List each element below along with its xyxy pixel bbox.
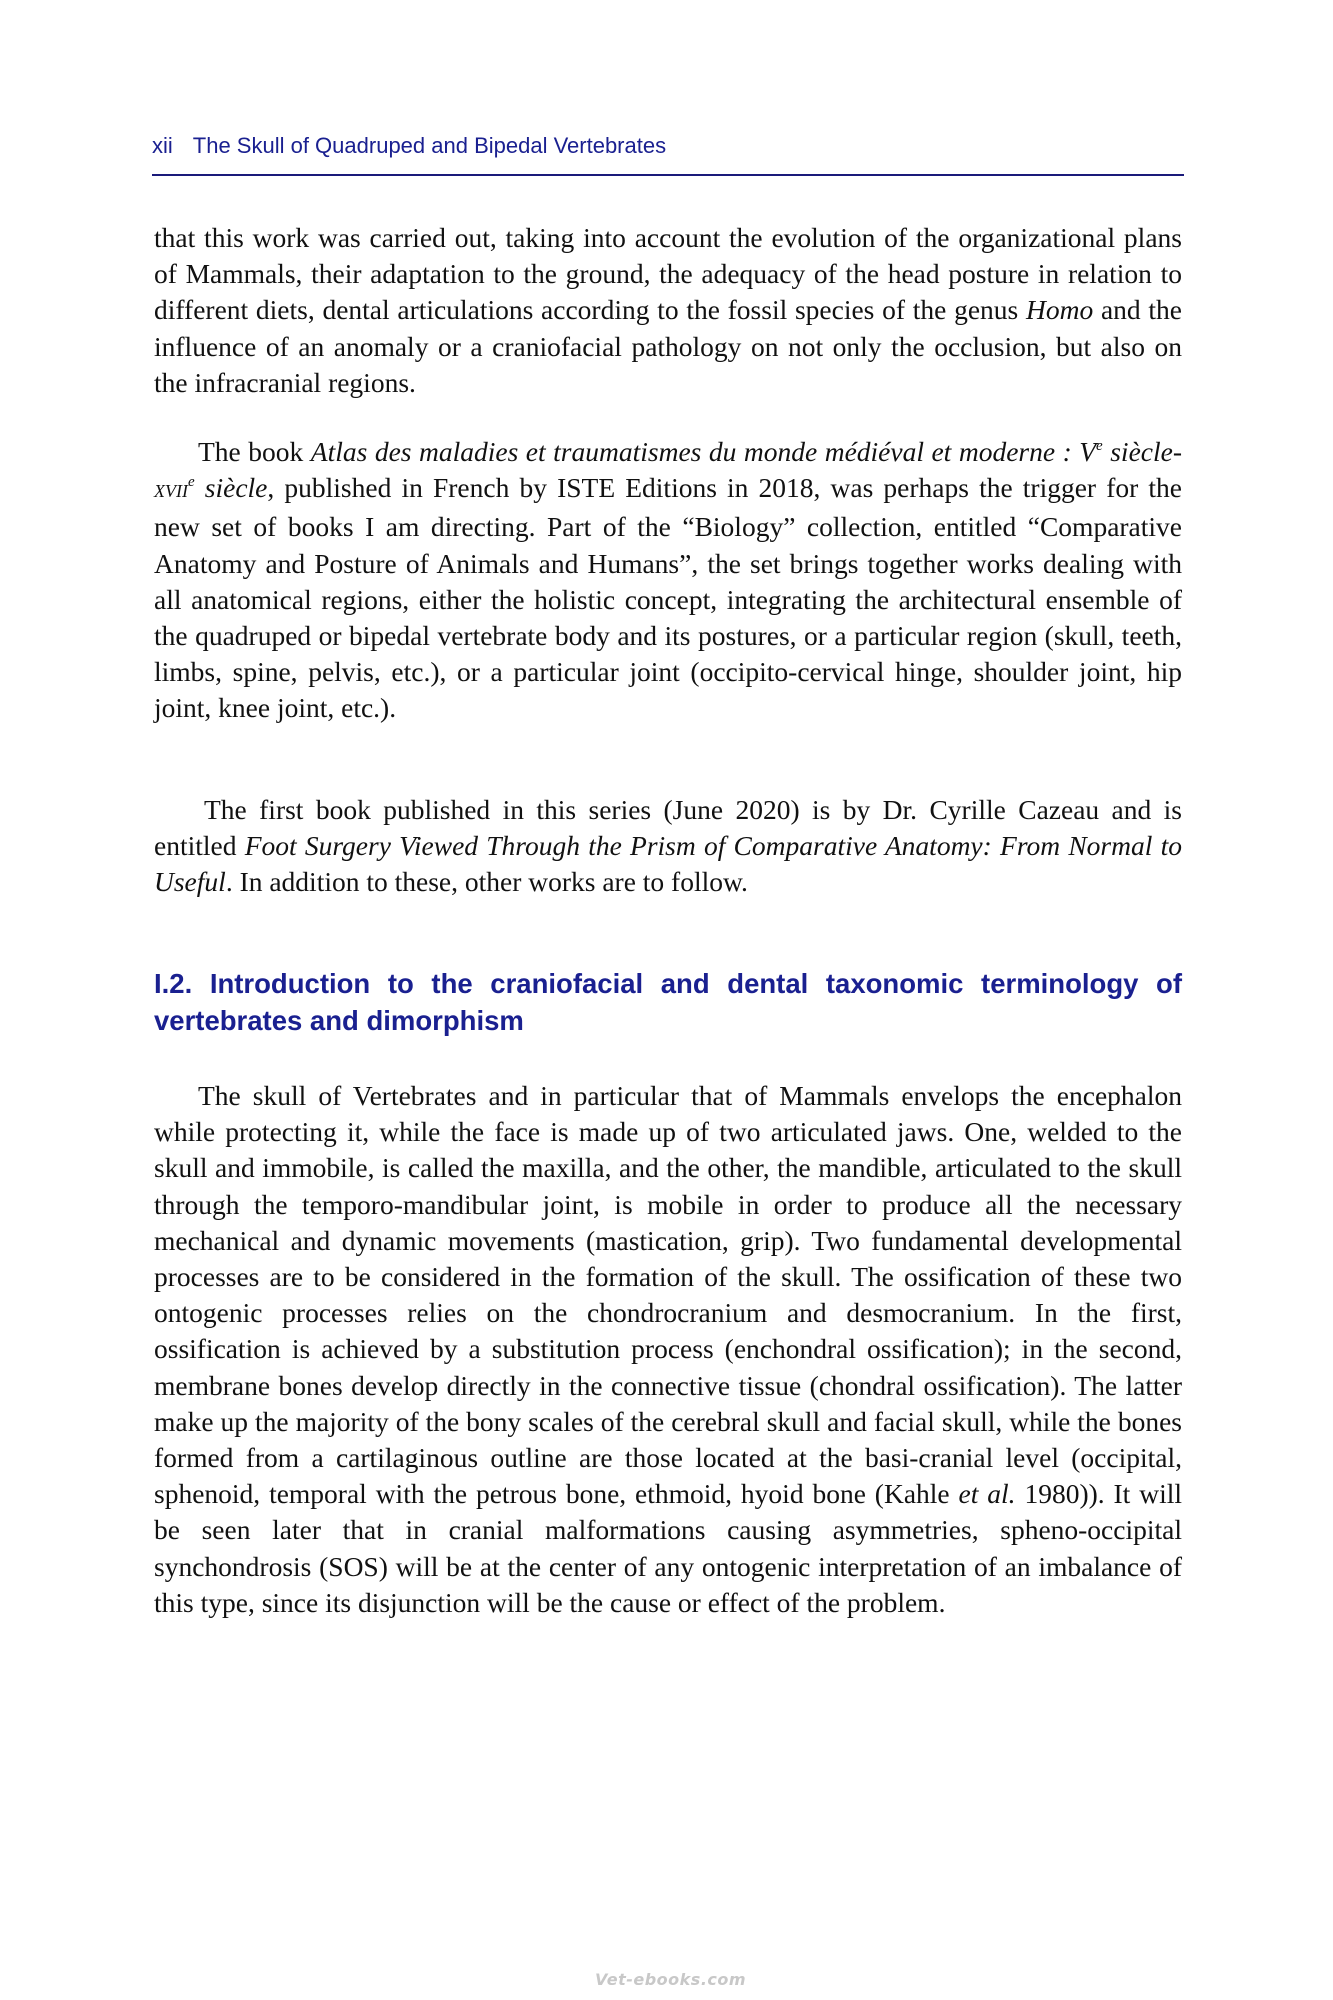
running-title: The Skull of Quadruped and Bipedal Vertebrates [192,133,667,158]
watermark: Vet-ebooks.com [595,1970,747,1989]
section-heading: I.2. Introduction to the craniofacial and dental taxonomic terminology of vertebrates and dimorphism [154,968,1182,1036]
paragraph-4-italic-etal: et al. [958,1478,1016,1510]
paragraph-1-italic-homo: Homo [1025,294,1094,326]
paragraph-2-sup-1: e [1096,438,1103,454]
paragraph-4 [154,1078,1182,1621]
paragraph-3-italic-title: Foot Surgery Viewed Through the Prism of Comparative Anatomy: From Normal to Useful [154,830,1182,898]
paragraph-2-title-b: siècle- [1102,436,1182,467]
paragraph-2-sup-2: e [187,474,195,491]
paragraph-2-text-b: , published in French by ISTE Editions in 2018, was perhaps the trigger for the new set of books I am directing. Part of the “Biology” collection, entitled “Comparative Anatomy and Posture of Animals and Humans”, the set brings together works dealing with all anatomical regions, either the holistic concept, integrating the architectural ensemble of the quadruped or bipedal vertebrate body and its postures, or a particular region (skull, teeth, limbs, spine, pelvis, etc.), or a particular joint (occipito-cervical hinge, shoulder joint, hip joint, knee joint, etc.). [154,472,1182,724]
paragraph-2-title-c: siècle [194,472,268,504]
paragraph-3 [154,792,1182,901]
paragraph-2-text-a: The book [198,436,311,467]
paragraph-4-text-a: The skull of Vertebrates and in particular that of Mammals envelops the encephalon while protecting it, while the face is made up of two articulated jaws. One, welded to the skull and immobile, is called the maxilla, and the other, the mandible, articulated to the skull through the temporo-mandibular joint, is mobile in order to produce all the necessary mechanical and dynamic movements (mastication, grip). Two fundamental developmental processes are to be considered in the formation of the skull. The ossification of these two ontogenic processes relies on the chondrocranium and desmocranium. In the first, ossification is achieved by a substitution process (enchondral ossification); in the second, membrane bones develop directly in the connective tissue (chondral ossification). The latter make up the majority of the bony scales of the cerebral skull and facial skull, while the bones formed from a cartilaginous outline are those located at the basi-cranial level (occipital, sphenoid, temporal with the petrous bone, ethmoid, hyoid bone (Kahle [154,1080,1182,1510]
running-header [152,130,1184,176]
paragraph-1-text-a: that this work was carried out, taking into account the evolution of the organizational plans of Mammals, their adaptation to the ground, the adequacy of the head posture in relation to different diets, dental articulations according to the fossil species of the genus [154,222,1182,326]
paragraph-1-text-b: and the influence of an anomaly or a craniofacial pathology on not only the occlusion, but also on the infracranial regions. [154,294,1182,398]
paragraph-4-text-b: 1980)). It will be seen later that in cranial malformations causing asymmetries, spheno-occipital synchondrosis (SOS) will be at the center of any ontogenic interpretation of an imbalance of this type, since its disjunction will be the cause or effect of the problem. [154,1478,1182,1618]
paragraph-2-small-xvii: XVII [154,481,188,502]
paragraph-2-title-a: Atlas des maladies et traumatismes du monde médiéval et moderne : V [310,436,1097,467]
paragraph-3-text-a: The first book published in this series (June 2020) is by Dr. Cyrille Cazeau and is entitled [154,794,1182,862]
paragraph-3-text-b: . In addition to these, other works are to follow. [225,866,748,898]
paragraph-1 [154,220,1182,401]
paragraph-2 [154,434,1182,727]
page-number: xii [152,133,173,158]
